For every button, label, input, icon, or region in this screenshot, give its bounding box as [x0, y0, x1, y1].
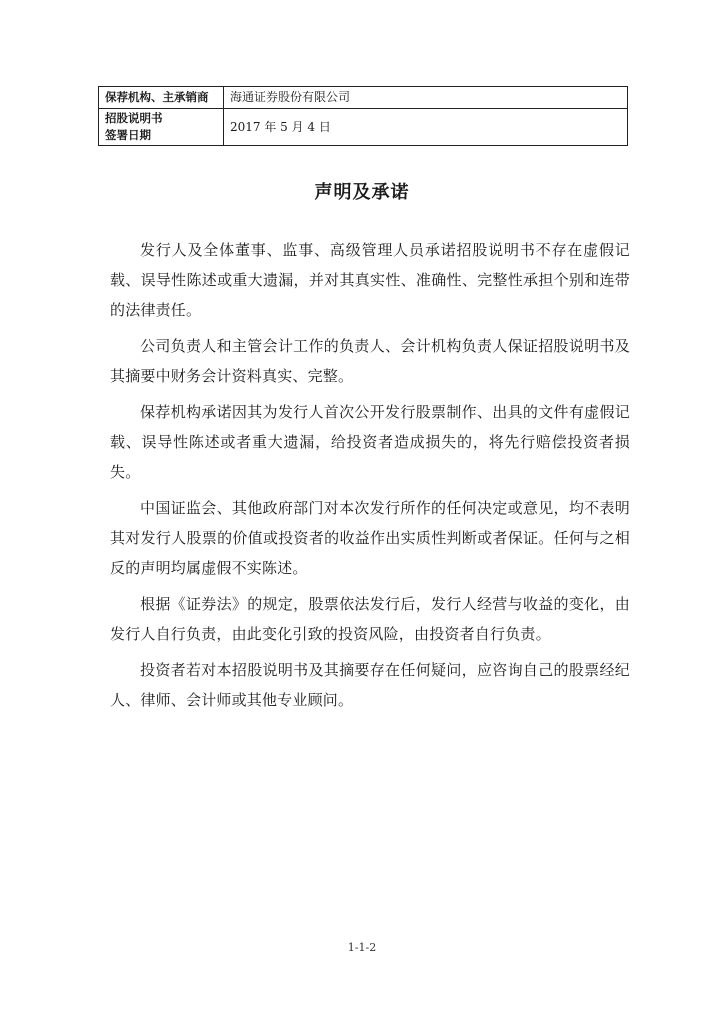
sponsor-value: 海通证券股份有限公司	[224, 87, 628, 109]
table-row	[99, 87, 628, 109]
page-number: 1-1-2	[347, 941, 377, 954]
info-table	[98, 86, 628, 146]
paragraph: 中国证监会、其他政府部门对本次发行所作的任何决定或意见，均不表明其对发行人股票的价值或投资者的收益作出实质性判断或者保证。任何与之相反的声明均属虚假不实陈述。	[110, 499, 630, 577]
paragraph: 保荐机构承诺因其为发行人首次公开发行股票制作、出具的文件有虚假记载、误导性陈述或者重大遗漏，给投资者造成损失的，将先行赔偿投资者损失。	[110, 403, 630, 481]
signing-date-value: 2017 年 5 月 4 日	[224, 109, 628, 146]
signing-date-label-line-1: 招股说明书	[105, 111, 163, 125]
table-row	[99, 109, 628, 146]
sponsor-label: 保荐机构、主承销商	[105, 90, 209, 104]
page-title: 声明及承诺	[314, 182, 410, 203]
sponsor-label-cell	[99, 87, 224, 109]
paragraph: 公司负责人和主管会计工作的负责人、会计机构负责人保证招股说明书及其摘要中财务会计资料真实、完整。	[110, 337, 630, 385]
paragraph: 根据《证券法》的规定，股票依法发行后，发行人经营与收益的变化，由发行人自行负责，由此变化引致的投资风险，由投资者自行负责。	[110, 595, 630, 643]
signing-date-label-line-2: 签署日期	[105, 128, 151, 142]
paragraph: 投资者若对本招股说明书及其摘要存在任何疑问，应咨询自己的股票经纪人、律师、会计师或其他专业顾问。	[110, 661, 630, 709]
declaration-body	[110, 235, 630, 721]
signing-date-label-cell	[99, 109, 224, 146]
paragraph: 发行人及全体董事、监事、高级管理人员承诺招股说明书不存在虚假记载、误导性陈述或重大遗漏，并对其真实性、准确性、完整性承担个别和连带的法律责任。	[110, 241, 630, 319]
